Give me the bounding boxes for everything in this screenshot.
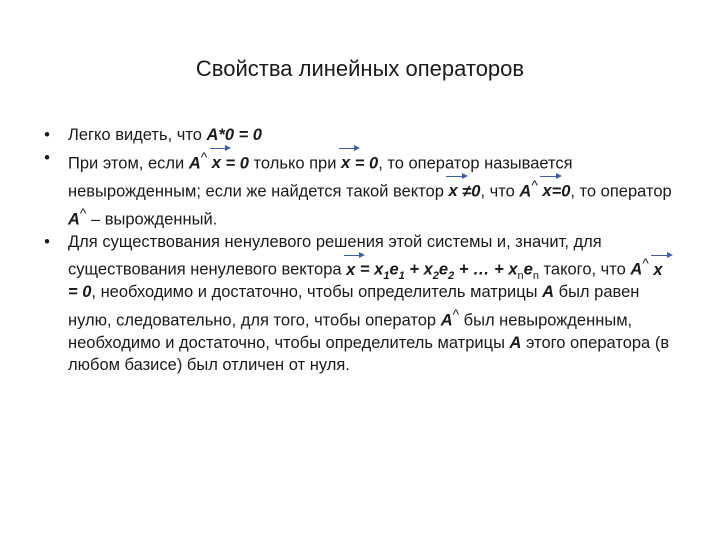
- text: только при: [248, 154, 342, 172]
- text: этого оператора (в любом базисе) был отличен от нуля.: [68, 333, 670, 374]
- formula-x2: x: [423, 260, 433, 279]
- text: , что: [480, 182, 520, 200]
- formula-x1: x: [374, 260, 384, 279]
- text: – вырожденный.: [86, 210, 218, 228]
- formula-xn: x: [508, 260, 518, 279]
- hat: ^: [200, 149, 208, 165]
- formula: A*0 = 0: [206, 126, 262, 144]
- formula: =0: [551, 182, 571, 200]
- vector-x: x: [346, 259, 355, 282]
- text: Легко видеть, что: [68, 126, 207, 144]
- formula-plus: +: [404, 260, 424, 279]
- bullet-list: [38, 124, 674, 377]
- formula-en: e: [523, 260, 533, 279]
- subscript: 1: [398, 269, 405, 282]
- text: , то оператор: [570, 182, 672, 200]
- subscript: 1: [383, 269, 390, 282]
- hat: ^: [642, 256, 649, 271]
- bullet-dot: •: [44, 148, 50, 167]
- subscript: 2: [448, 269, 455, 282]
- hat: ^: [79, 205, 87, 221]
- text: Для существования ненулевого решения этой системы и, значит, для существования ненулевого вектора: [68, 232, 602, 279]
- bullet-item-1: [38, 124, 674, 147]
- hat: ^: [531, 177, 538, 193]
- matrix-A: A: [509, 333, 522, 352]
- operator-A: A: [440, 311, 453, 329]
- matrix-A: A: [542, 283, 555, 301]
- formula: = 0: [68, 283, 92, 301]
- text: такого, что: [538, 260, 631, 279]
- formula-plus-ellipsis: + … +: [454, 260, 509, 279]
- operator-A: A: [519, 182, 532, 200]
- text: , необходимо и достаточно, чтобы определитель матрицы: [91, 283, 543, 301]
- formula-e2: e: [438, 260, 449, 279]
- vector-x: x: [542, 180, 551, 203]
- formula: = 0: [220, 154, 249, 172]
- bullet-item-2: [38, 147, 674, 231]
- subscript: n: [517, 269, 524, 282]
- text: был невырожденным, необходимо и достаточно, чтобы определитель матрицы: [68, 311, 633, 352]
- bullet-dot: •: [44, 232, 50, 251]
- formula: ≠0: [457, 182, 481, 200]
- text: был равен нулю, следовательно, для того, чтобы оператор: [68, 283, 640, 329]
- hat: ^: [452, 306, 460, 322]
- text: При этом, если: [68, 154, 189, 172]
- bullet-item-3: [38, 231, 674, 377]
- operator-A: A: [188, 154, 201, 172]
- subscript: 2: [432, 269, 439, 282]
- formula-e1: e: [389, 260, 399, 279]
- subscript: n: [532, 269, 539, 282]
- operator-A: A: [630, 260, 643, 279]
- formula: =: [355, 260, 370, 279]
- vector-x: x: [448, 180, 457, 203]
- operator-A: A: [68, 210, 80, 228]
- vector-x: x: [212, 152, 221, 175]
- vector-x: x: [341, 152, 350, 175]
- formula: = 0: [350, 154, 379, 172]
- slide-title: Свойства линейных операторов: [195, 56, 525, 81]
- text: , то оператор называется невырожденным; если же найдется такой вектор: [68, 154, 573, 200]
- vector-x: x: [653, 259, 662, 282]
- bullet-dot: •: [44, 126, 50, 144]
